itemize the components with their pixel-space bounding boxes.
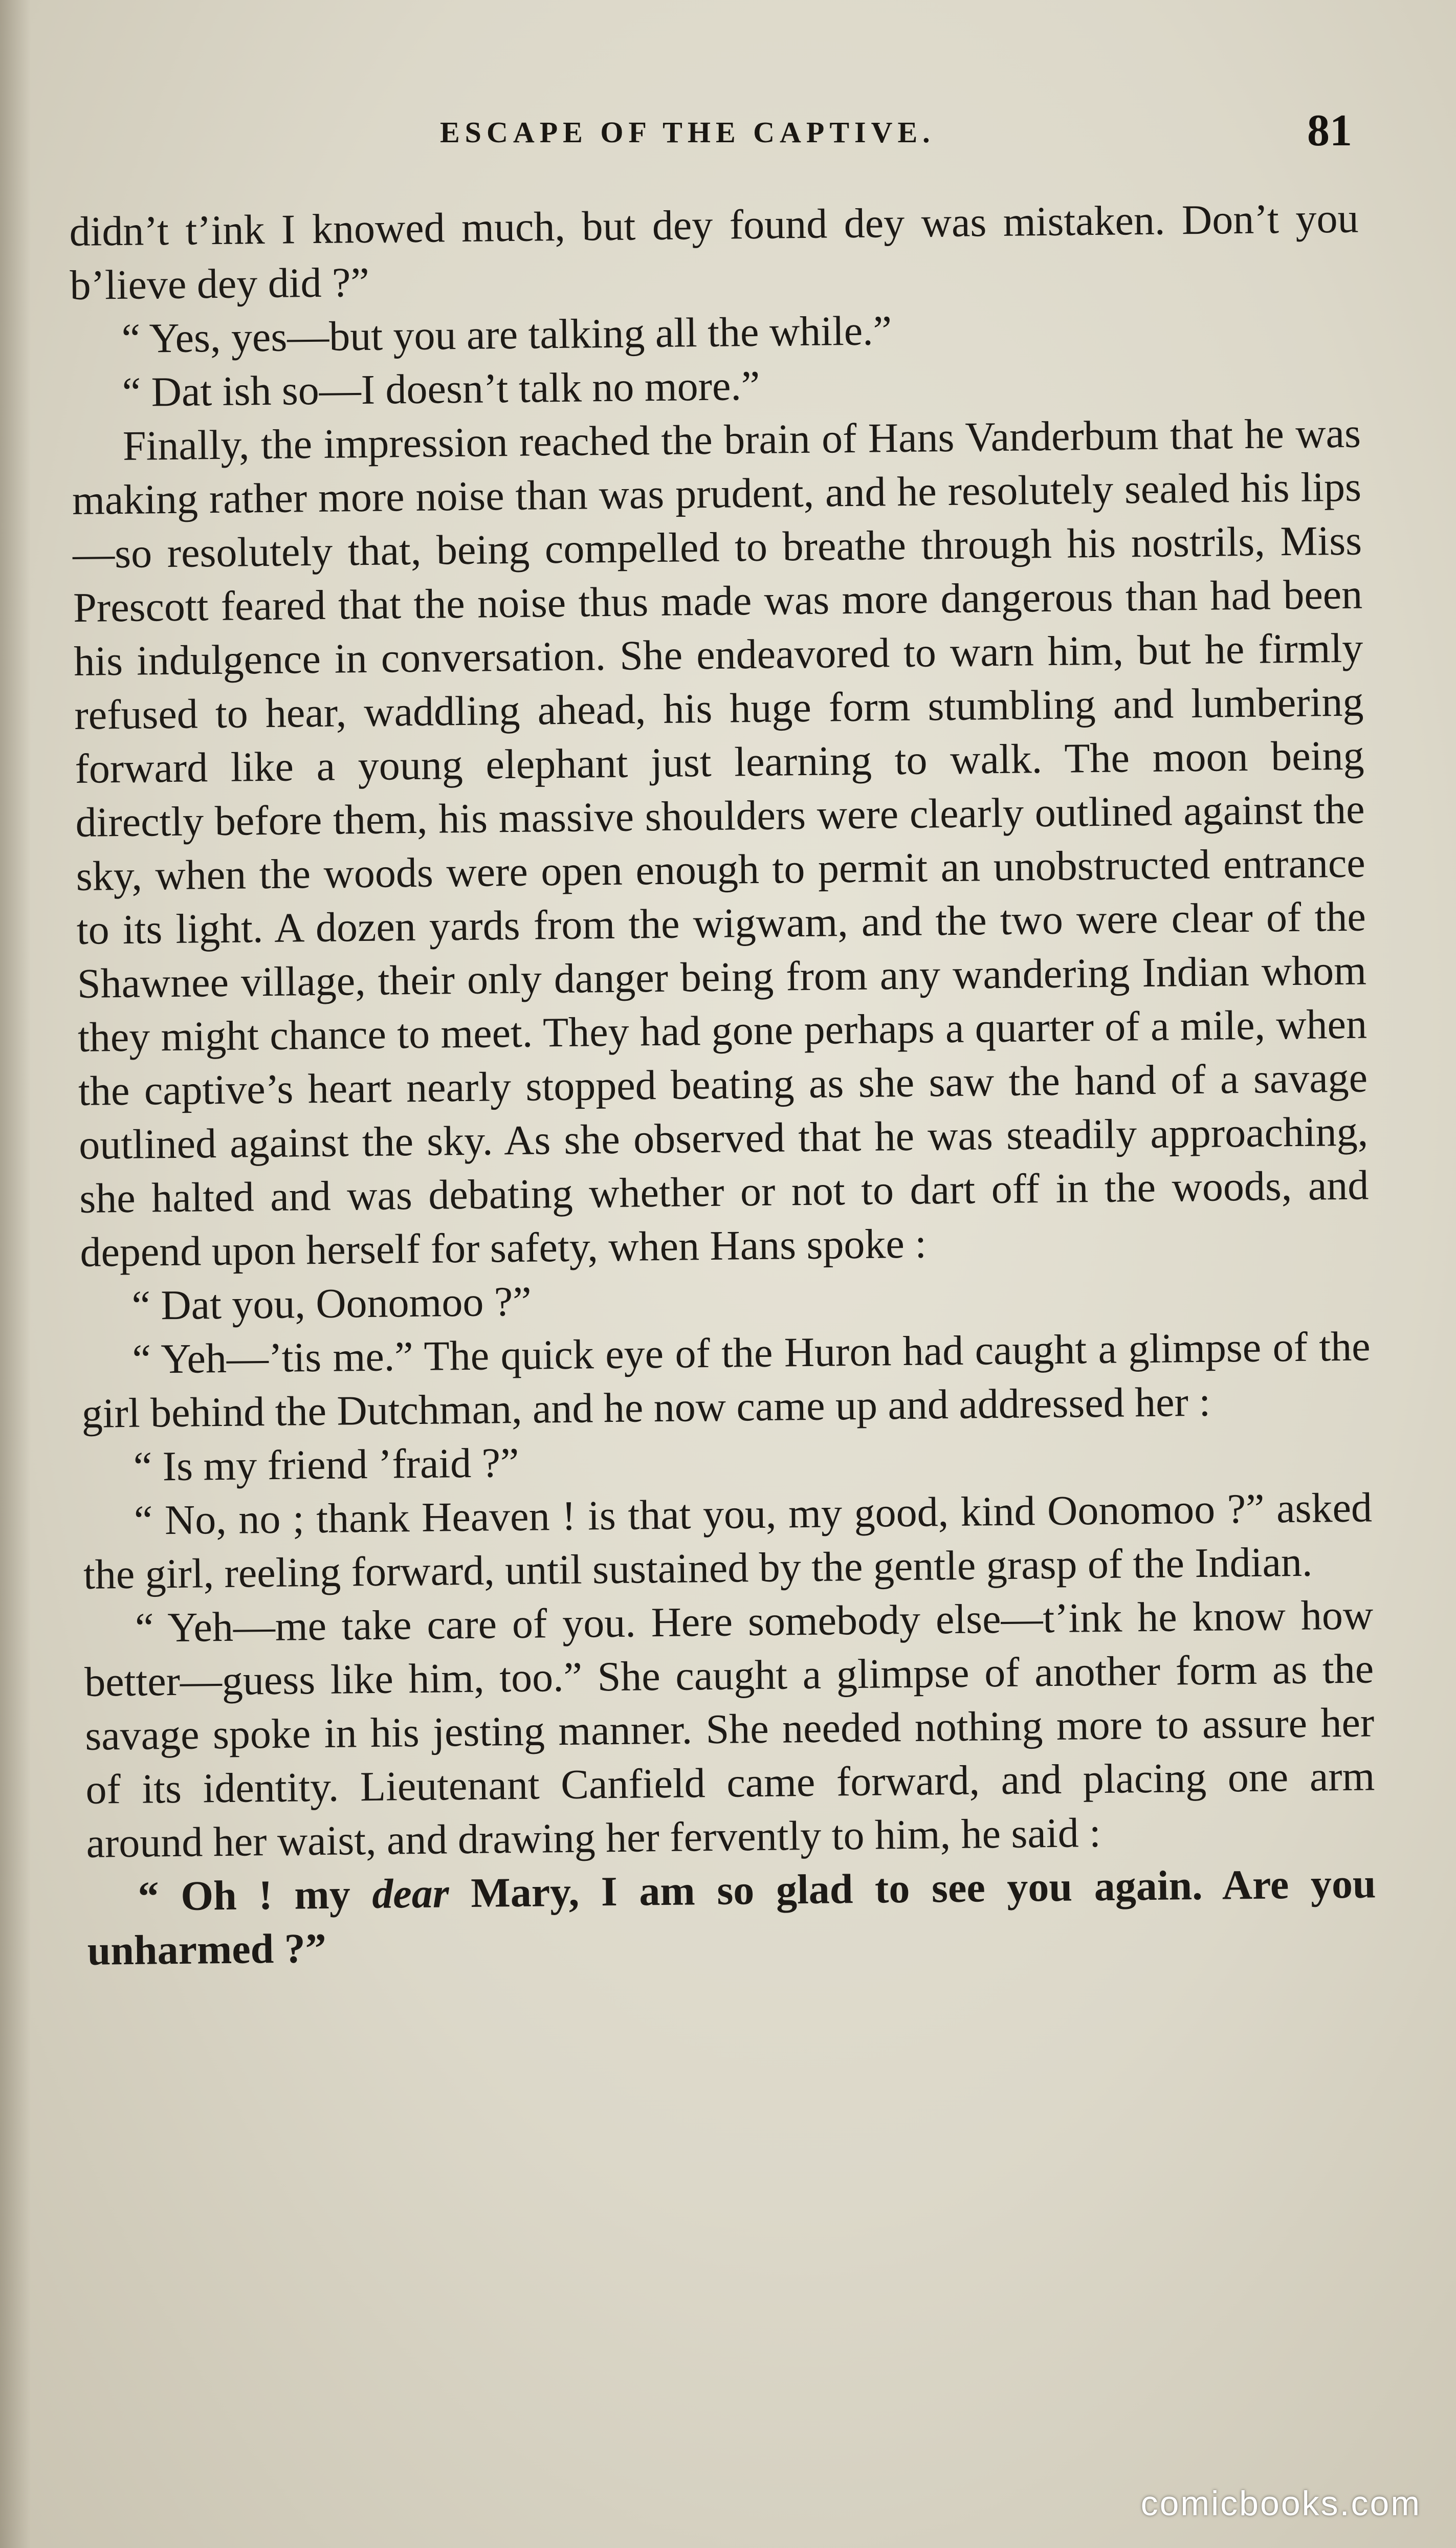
running-head [0, 105, 1456, 166]
final-paragraph [86, 1856, 1377, 1977]
paragraph: Finally, the impression reached the brain of Hans Vanderbum that he was making rather more noise than was prudent, and he resolutely sealed his lips—so resolutely that, being compelled to breathe through his nostrils, Miss Prescott feared that the noise thus made was more dangerous than had been his indulgence in conversation. She endeavored to warn him, but he firmly refused to hear, waddling ahead, his huge form stumbling and lumbering forward like a young elephant just learning to walk. The moon being directly before them, his massive shoulders were clearly outlined against the sky, when the woods were open enough to permit an unobstructed entrance to its light. A dozen yards from the wigwam, and the two were clear of the Shawnee village, their only danger being from any wandering Indian whom they might chance to meet. They had gone perhaps a quarter of a mile, when the captive’s heart nearly stopped beating as she saw the hand of a savage outlined against the sky. As she observed that he was steadily approaching, she halted and was debating whether or not to dart off in the woods, and depend upon herself for safety, when Hans spoke : [72, 409, 1369, 1276]
page-number: 81 [1307, 106, 1352, 156]
paragraph: “ No, no ; thank Heaven ! is that you, my good, kind Oonomoo ?” asked the girl, reeling forward, until sustained by the gentle grasp of the Indian. [83, 1484, 1373, 1598]
final-paragraph-end: Mary, I am so glad to see you again. Are you unharmed ?” [87, 1860, 1376, 1974]
watermark: comicbooks.com [1140, 2484, 1421, 2523]
paragraph: “ Dat you, Oonomoo ?” [131, 1278, 532, 1329]
paragraph: “ Dat ish so—I doesn’t talk no more.” [122, 362, 760, 415]
paragraph: didn’t t’ink I knowed much, but dey found dey was mistaken. Don’t you b’lieve dey did ?” [69, 194, 1359, 309]
body-text [69, 191, 1377, 1978]
paragraph: “ Yeh—me take care of you. Here somebody else—t’ink he know how better—guess like him, too.” She caught a glimpse of another form as the savage spoke in his jesting manner. She needed nothing more to assure her of its identity. Lieutenant Canfield came forward, and placing one arm around her waist, and drawing her fervently to him, he said : [84, 1591, 1375, 1866]
paragraph: “ Yeh—’tis me.” The quick eye of the Huron had caught a glimpse of the girl behind the Dutchman, and he now came up and addressed her : [81, 1323, 1371, 1437]
running-title: ESCAPE OF THE CAPTIVE. [440, 116, 935, 149]
paragraph: “ Is my friend ’fraid ?” [133, 1439, 519, 1490]
final-paragraph-start: “ Oh ! my [138, 1870, 372, 1920]
paragraph: “ Yes, yes—but you are talking all the while.” [121, 307, 892, 362]
emphasized-word: dear [371, 1870, 450, 1917]
